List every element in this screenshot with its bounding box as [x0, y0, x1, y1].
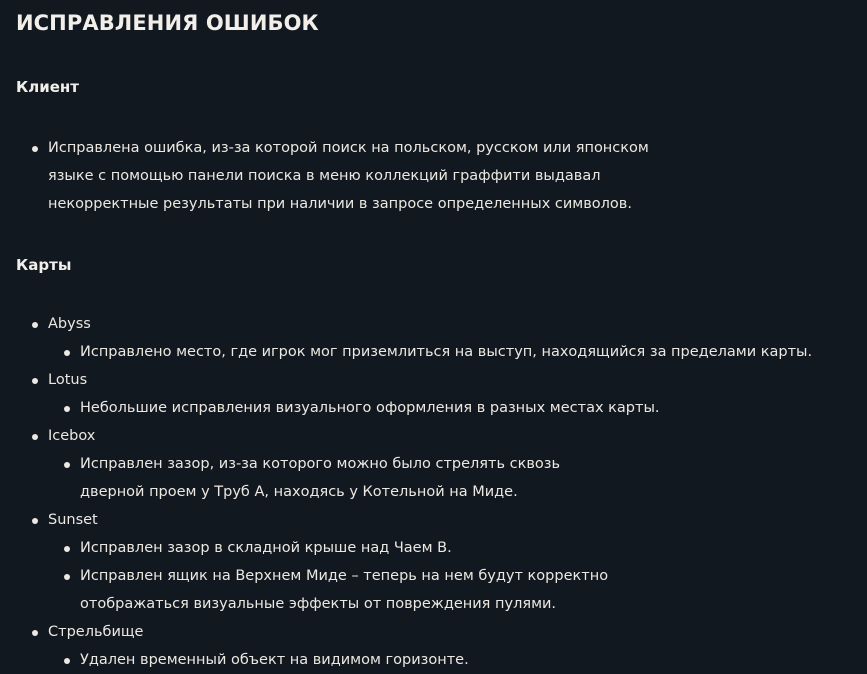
section-heading-client: Клиент: [16, 78, 79, 96]
abyss-fix-1: Исправлено место, где игрок мог приземлиться на выступ, находящийся за пределами карты.: [80, 344, 813, 360]
map-name-range: Стрельбище: [48, 624, 144, 640]
bullet-dot: [64, 350, 70, 356]
bullet-dot: [32, 630, 38, 636]
section-heading-maps: Карты: [16, 256, 72, 274]
lotus-fix-1: Небольшие исправления визуального оформления в разных местах карты.: [80, 400, 660, 416]
client-fix-line-2: языке с помощью панели поиска в меню коллекций граффити выдавал: [48, 168, 601, 184]
bullet-dot: [32, 518, 38, 524]
bullet-dot: [64, 546, 70, 552]
client-fix-line-3: некорректные результаты при наличии в запросе определенных символов.: [48, 196, 632, 212]
bullet-dot: [64, 406, 70, 412]
bullet-dot: [32, 434, 38, 440]
sunset-fix-1: Исправлен зазор в складной крыше над Чаем B.: [80, 540, 452, 556]
bullet-dot: [32, 146, 38, 152]
sunset-fix-2-line-1: Исправлен ящик на Верхнем Миде – теперь на нем будут корректно: [80, 568, 609, 584]
client-fix-line-1: Исправлена ошибка, из-за которой поиск на польском, русском или японском: [48, 140, 649, 156]
icebox-fix-1-line-2: дверной проем у Труб A, находясь у Котельной на Миде.: [80, 484, 518, 500]
bullet-dot: [32, 322, 38, 328]
icebox-fix-1-line-1: Исправлен зазор, из-за которого можно было стрелять сквозь: [80, 456, 561, 472]
sunset-fix-2-line-2: отображаться визуальные эффекты от повреждения пулями.: [80, 596, 557, 612]
bullet-dot: [64, 658, 70, 664]
map-name-sunset: Sunset: [48, 512, 98, 528]
bullet-dot: [32, 378, 38, 384]
map-name-icebox: Icebox: [48, 428, 96, 444]
page-title: ИСПРАВЛЕНИЯ ОШИБОК: [16, 11, 319, 35]
map-name-abyss: Abyss: [48, 316, 91, 332]
map-name-lotus: Lotus: [48, 372, 88, 388]
bullet-dot: [64, 574, 70, 580]
bullet-dot: [64, 462, 70, 468]
range-fix-1: Удален временный объект на видимом горизонте.: [80, 652, 469, 668]
